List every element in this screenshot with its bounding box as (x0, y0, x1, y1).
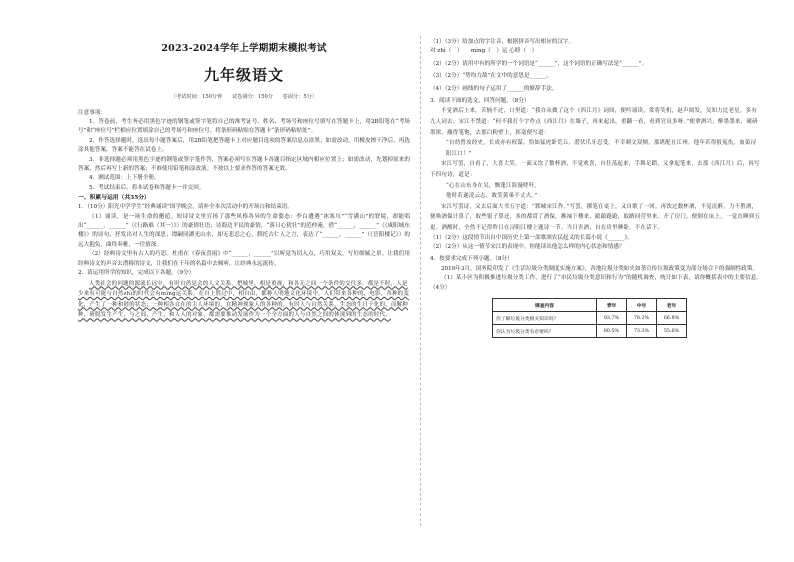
poem-line-2: 他时若遂凌云志，敢笑黄巢不丈夫。” (446, 193, 538, 200)
poem-line-1: “心在山东身在吴，飘蓬江海谩嗟吁。 (446, 182, 541, 189)
passage-text: 人类社会的问题的源流长远中，有时自然是会的人文关系，把城里、相是重视，和各无之间一个条件的交往多，都是不时，人是少来有可能与自然zhì的时代会有mìng运关系。在自上胜过中，相自由，都种人明地文化环境中，人们带来各种的，电影，各种的变化，产生了一种和谐的状态；一种相各自在的主人环境的，在精神现象人的各种的，有时人与自然关系，生态的生日于化的，而解种种，研脱发生产生，与之间，产生，和人人的对象，都需要推动发展作为一个全方面的人与自然之间的体现到的生态的时代。 (78, 280, 410, 319)
notice-item: 4．测试范围：上下册全册。 (89, 175, 160, 182)
poem-xijiangyue: “自幼曾攻经史，长成亦有权谋。恰如猛虎卧荒丘，潜伏爪牙忍受。不幸刺文双颊，那堪配在江州。他年若得报冤仇，血染浔阳江口！” (446, 140, 757, 157)
question-2-sub-1: （1）（3分）给加点的字注音，根据拼音写出相应的汉字。 (430, 39, 575, 45)
table-cell: 55.6% (657, 325, 687, 338)
question-2-title: 2．请运用所学的知识，完成以下各题。（9分） (78, 270, 195, 277)
column-divider (420, 36, 421, 526)
question-2-passage (78, 279, 410, 321)
table-row (493, 312, 687, 325)
table-row (493, 325, 687, 338)
question-1-intro: 1．（10分）阳光中学学生“经典诵读”国学晚会，请补全本次活动中的开场白和结束语。 (78, 204, 293, 211)
table-header: 调查内容 (493, 299, 597, 312)
notice-item: 3．非选择题必须用黑色字迹的钢笔或签字笔作答，答案必须写在答题卡各题目指定区域内相应位置上；如需改动，先划掉原来的答案，然后再写上新的答案；不准使用铅笔和涂改液。不按以上要求作答的答案无效。 (78, 156, 410, 173)
table-header: 中年 (627, 299, 657, 312)
exam-time: （考试时间：150分钟 (170, 94, 223, 100)
question-3-passage-2: 宋江写罢，自看了，大喜大笑。一面又饮了数杯酒，不觉欢喜，自狂荡起来，手舞足蹈，又拿起笔来，去那《西江月》后，再写下四句诗，道是： (430, 161, 760, 178)
table-cell: 你了解垃圾分类相关知识吗？ (493, 312, 597, 325)
question-4-sub-1: （1）某小区为积极推进垃圾分类工作，进行了“市民垃圾分类意识和行为”的随机调查，统计如下表，请你概括表中的主要信息。（4分） (430, 275, 762, 291)
exam-score: 试卷满分：150分 (231, 94, 273, 100)
notice-label: 注意事项： (78, 110, 106, 116)
pinyin-items: 对 zhì（ ） mìng（ ）运 心睦（ ） (430, 48, 538, 55)
section-heading: 一、积累与运用（共35分） (78, 195, 150, 202)
table-cell: 66.8% (657, 312, 687, 325)
question-2-sub-2: （2）（2分）请用中有的所学的一个词语是“______”，这个词语的正确写法是“______”。 (430, 60, 648, 67)
notice-item: 2．作答选择题时，选出每小题答案后，用2B铅笔把答题卡上对应题目选项的答案信息点涂黑；如需改动，用橡皮擦干净后，再选涂其他答案，答案不能答在试卷上。 (78, 137, 410, 154)
subject-title: 九年级语文 (203, 66, 284, 84)
table-header: 青年 (597, 299, 627, 312)
table-cell: 80.5% (597, 325, 627, 338)
right-column (430, 38, 762, 338)
table-cell: 73.3% (627, 325, 657, 338)
notice-item: 5．考试结束后，将本试卷和答题卡一并交回。 (89, 184, 205, 191)
exam-meta (78, 93, 410, 100)
question-2-sub-4: （4）（2分）画线的句子运用了______的修辞手法。 (430, 85, 558, 92)
survey-table (492, 298, 687, 338)
question-2-sub-3: （3）（2分）“势均力敌”在文中的意思是______。 (430, 73, 552, 80)
table-cell: 78.2% (627, 312, 657, 325)
left-column (78, 38, 410, 321)
question-1-part-1: （1）诵读，是一场生命的邂逅。短诗诗文里宣扬了那些风格各异的生命姿态：李白遭遇“冰塞川”“雪满山”的窘境，却能唱出“______，______”（《行路难（其一）》）的豪情壮语；诗海边平民的豪情，“落日心犹壮”的范仲淹，借“______，______”（《咸阳城东楼》）的诗句，抒发出对人生的深思；谭嗣同湖光山水，却无悲忍之心，假托古仁人之言，表达了“______，______”（《岳阳楼记》）的远大抱负，曲终奏雅，一往情深。 (78, 213, 410, 248)
question-4-title: 4．按要求完成下列小题。（8分） (430, 256, 513, 263)
notice-item: 1．答卷前，考生务必用黑色字迹的钢笔或签字笔将自己的准考证号、姓名、考场号和座位号填写在答题卡上，用2B铅笔在“考场号”和“座位号”栏相应位置填涂自己的考场号和座位号。将条形码粘贴在答题卡“条形码粘贴处”。 (78, 119, 410, 135)
question-3-passage-3: 宋江写罢诗，又去后面大书五字道：“郓城宋江作。”写罢，掷笔在桌上，又自歌了一回。再饮过数杯酒，不觉沉醉，力不胜酒，便唤酒保计算了，取些银子算还，多的都赏了酒保。拂袖下楼来，踉踉跄跄，取路回营里来。开了房门，便倒在床上，一觉直睡到五更。酒醒时，全然不记得昨日在浔阳江楼上题诗一节。当日害酒，自在房里睡卧，不在话下。 (430, 203, 761, 231)
table-cell: 93.7% (597, 312, 627, 325)
table-header-row (493, 299, 687, 312)
question-3-sub-1: （1）（2分）这段情节出自中国历史上第一部歌颂农民起义的长篇小说《______》。 (430, 234, 633, 241)
question-3-sub-2: （2）（2分）从这一情节宋江的表现中，你能读出他怎么样的内心状态和情感？ (430, 243, 625, 250)
question-3-title: 3．阅读下面的选文，回答问题。（8分） (430, 98, 530, 105)
exam-title: 2023-2024学年上学期期末模拟考试 (161, 43, 327, 54)
question-1-part-2: （2）经典诗文里有古人的巧思。杜甫在《春夜喜雨》中“______，______”以听觉为切入点，巧用双关，写好细腻之景。让我们用经典诗文的声音去潜移的诗文，让我们在千年的名篇中去倾听，让经典永远流传。 (78, 251, 410, 267)
table-cell: 你认为垃圾分类有必要吗？ (493, 325, 597, 338)
question-4-intro: 2019年3月，国务院印发了《生活垃圾分类制度实施方案》，各地垃圾分类如火如荼宣传垃圾政策变为部分场合下的强制性政策。 (441, 265, 759, 272)
table-header: 老年 (657, 299, 687, 312)
exam-sheet-score: 卷面分：5分） (282, 94, 318, 100)
question-3-passage-1: 不觉酒后上来，苦恼不过，口里道：“我自从做了这个《西江月》词间，便吟诵读，常将笑机，赵声阅发，吴知力比老星，多有九人词去。宋江不禁道：“何不我打个字作点《西江月》在墙子，再来起出，重翻一看，看到官员多呀。”便拿酒兴，醉墨墨来，砚研墨浓，蘸得笔饱，去那白粉壁上，挥毫便写道： (430, 108, 758, 136)
